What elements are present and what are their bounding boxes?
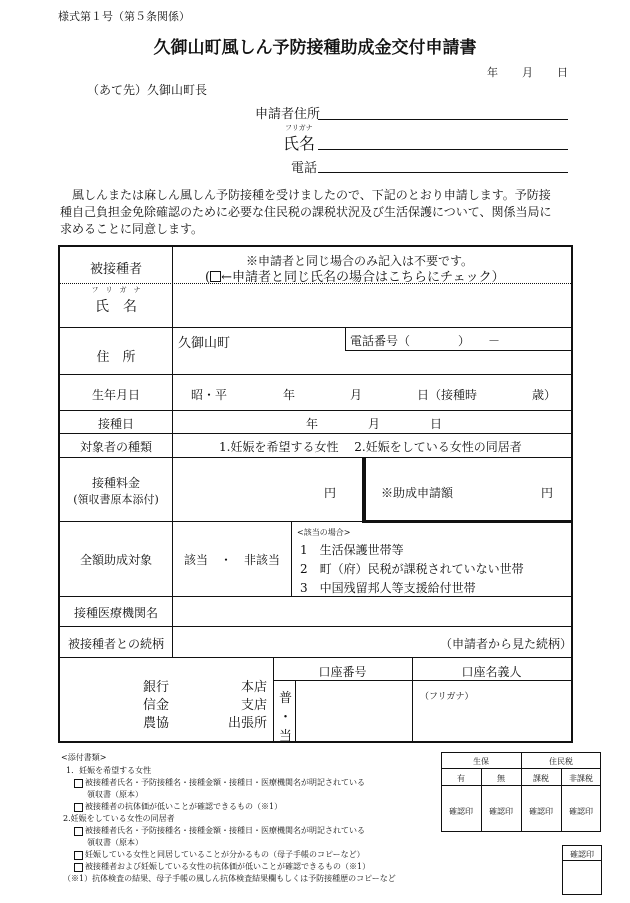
recipient-furigana-label: フ リ ガ ナ [91,286,141,294]
vacc-day-label: 日 [430,417,443,431]
fee-label: 接種料金 [91,476,140,490]
seal-untaxed: 確認印 [569,807,593,816]
same-as-applicant-note: ※申請者と同じ場合のみ記入は不要です。 [246,254,474,268]
branch-sub-office[interactable]: 出張所 [228,716,268,731]
account-type-current[interactable]: 当 [279,729,293,744]
intro-line-1: 風しんまたは麻しん風しん予防接種を受けましたので、下記のとおり申請します。予防接 [72,188,551,202]
form-title: 久御山町風しん予防接種助成金交付申請書 [153,38,477,58]
welfare-no: 無 [497,774,505,783]
attachments-heading: <添付書類> [61,753,107,762]
seal-taxed: 確認印 [529,807,553,816]
applicant-address-label: 申請者住所 [255,107,321,122]
attach-item-2a-cont: 領収書（原本） [87,838,143,847]
attach-item-2c: 被接種者および妊娠している女性の抗体価が低いことが確認できるもの（※1） [74,861,370,872]
applicant-furigana-label: フリガナ [285,124,313,132]
target-type-options[interactable]: 1.妊娠を希望する女性 2.妊娠をしている女性の同居者 [219,440,522,454]
attach-item-2a: 被接種者氏名・予防接種名・接種金額・接種日・医療機関名が明記されている [74,825,365,836]
recipient-name-field[interactable] [174,286,570,326]
attach-2b-checkbox[interactable] [74,851,83,860]
date-year-label: 年 [487,66,498,79]
attach-2c-checkbox[interactable] [74,863,83,872]
applicant-phone-label: 電話 [291,161,318,176]
holder-furigana-label: （フリガナ） [420,692,474,702]
dob-year-label: 年 [283,388,296,402]
dob-label: 生年月日 [91,388,140,402]
clinic-name-label: 接種医療機関名 [73,606,158,620]
attach-item-1b: 被接種者の抗体価が低いことが確認できるもの（※1） [74,801,282,812]
attach-2a-checkbox[interactable] [74,827,83,836]
fee-unit: 円 [324,486,337,500]
vacc-year-label: 年 [306,417,319,431]
applicant-address-field[interactable] [318,119,568,120]
account-type-ordinary[interactable]: 普 [279,691,293,706]
seal-welfare-no: 確認印 [489,807,513,816]
address-field[interactable] [174,351,570,373]
same-name-check-label: ←申請者と同じ氏名の場合はこちらにチェック） [221,270,505,285]
vaccination-date-label: 接種日 [97,417,134,431]
attach-1b-checkbox[interactable] [74,803,83,812]
fee-receipt-note: (領収書原本添付) [73,493,159,506]
fee-amount-field[interactable] [174,459,314,519]
bank-type-agri[interactable]: 農協 [143,716,170,731]
case-untaxed[interactable]: 2 町（府）民税が課税されていない世帯 [300,562,524,576]
dob-day-age-label: 日（接種時 [417,388,478,402]
relationship-note: （申請者から見た続柄） [440,637,573,651]
attach-item-2-heading: 2.妊娠をしている女性の同居者 [63,814,175,823]
branch-branch[interactable]: 支店 [241,698,268,713]
seal-welfare-yes: 確認印 [449,807,473,816]
intro-line-3: 求めることに同意します。 [60,222,204,236]
attach-item-2b: 妊娠している女性と同居していることが分かるもの（母子手帳のコピーなど） [74,849,365,860]
dob-age-unit: 歳） [532,388,557,402]
form-number: 様式第１号（第５条関係） [58,10,190,23]
phone-number-label: 電話番号（ ） － [350,334,501,348]
welfare-yes: 有 [457,774,465,783]
applicable-choice[interactable]: 該当 ・ 非該当 [184,553,281,567]
case-welfare[interactable]: 1 生活保護世帯等 [300,543,404,557]
welfare-header: 生保 [473,757,489,766]
subsidy-unit: 円 [541,486,554,500]
same-as-applicant-row [205,266,505,285]
bank-type-credit[interactable]: 信金 [143,698,170,713]
addressee: （あて先）久御山町長 [87,83,208,97]
attach-1a-checkbox[interactable] [74,779,83,788]
account-holder-label: 口座名義人 [461,665,522,679]
tax-taxed: 課税 [533,774,549,783]
full-subsidy-label: 全額助成対象 [79,553,152,567]
applicant-name-field[interactable] [318,149,568,150]
dob-era[interactable]: 昭・平 [191,388,228,402]
account-type-dot: ・ [279,710,293,725]
applicant-phone-field[interactable] [318,172,568,173]
paren-open: ( [205,270,211,285]
attach-item-1a: 被接種者氏名・予防接種名・接種金額・接種日・医療機関名が明記されている [74,777,365,788]
branch-main[interactable]: 本店 [241,680,268,695]
clinic-name-field[interactable] [174,598,570,625]
resident-tax-header: 住民税 [549,757,573,766]
attach-footnote: （※1）抗体検査の結果、母子手帳の風しん抗体検査結果欄もしくは予防接種歴のコピーなど [63,874,396,883]
account-number-field[interactable] [297,682,411,740]
vacc-month-label: 月 [368,417,381,431]
attach-item-1-heading: 1．妊娠を希望する女性 [66,766,152,775]
case-china-returnee[interactable]: 3 中国残留邦人等支援給付世帯 [300,581,476,595]
recipient-name-label: 氏 名 [95,299,137,315]
address-label: 住 所 [96,350,136,365]
target-type-label: 対象者の種類 [79,440,152,454]
subsidy-amount-label: ※助成申請額 [381,486,454,500]
tax-untaxed: 非課税 [569,774,593,783]
confirmation-seal-label: 確認印 [570,850,594,859]
account-holder-field[interactable] [414,702,570,740]
applicant-name-label: 氏名 [283,134,316,153]
applicable-case-heading: <該当の場合> [297,528,351,537]
relationship-label: 被接種者との続柄 [67,637,164,651]
date-month-label: 月 [522,66,533,79]
same-name-checkbox[interactable] [210,271,221,282]
date-day-label: 日 [557,66,568,79]
account-number-label: 口座番号 [318,665,367,679]
address-prefill: 久御山町 [178,336,231,351]
dob-month-label: 月 [350,388,363,402]
recipient-label: 被接種者 [89,262,142,277]
attach-item-1a-cont: 領収書（原本） [87,790,143,799]
bank-type-bank[interactable]: 銀行 [143,680,170,695]
intro-line-2: 種自己負担金免除確認のために必要な住民税の課税状況及び生活保護について、関係当局に [60,205,552,219]
